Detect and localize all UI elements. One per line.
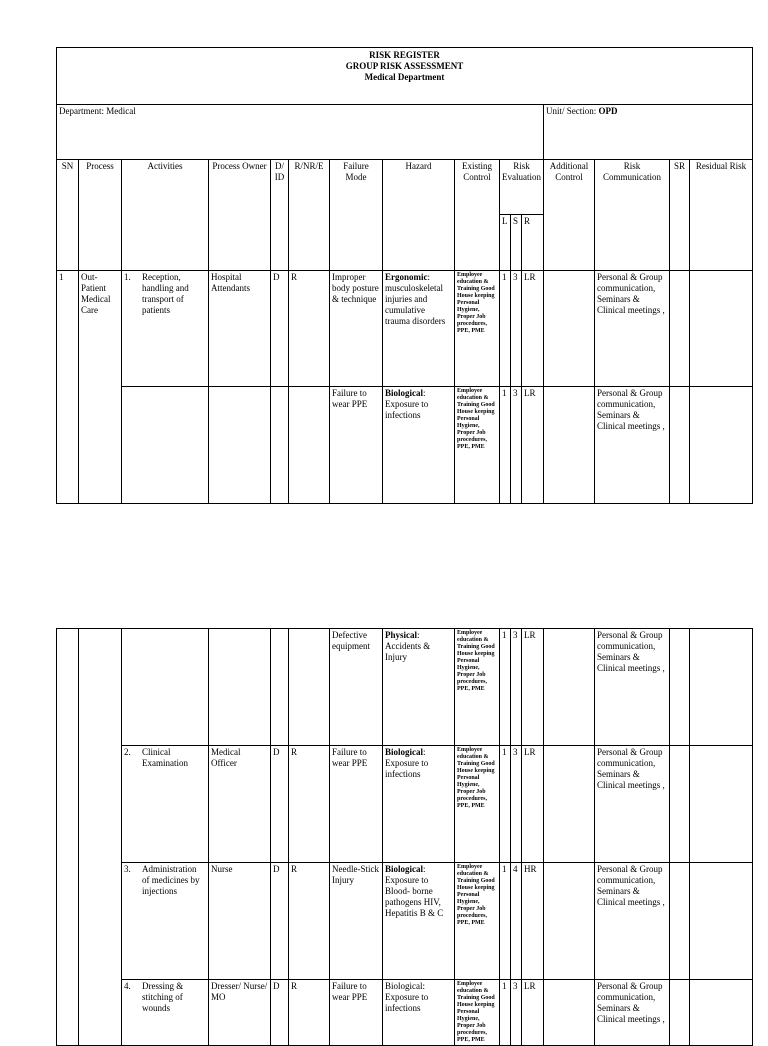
hazard-description: : Exposure to infections xyxy=(385,747,429,779)
title-group-risk-assessment: GROUP RISK ASSESSMENT xyxy=(345,61,464,71)
hazard-cell xyxy=(383,629,455,746)
activity-cell xyxy=(122,271,209,387)
table-row xyxy=(57,863,753,980)
header-residual-risk: Residual Risk xyxy=(690,160,753,271)
existing-control-cell: Employee education & Training Good House keeping Personal Hygiene, Proper Job procedures, PPE, PME xyxy=(455,629,500,746)
hazard-type: Ergonomic xyxy=(385,272,428,282)
activity-cell xyxy=(122,629,209,746)
header-sr: SR xyxy=(670,160,690,271)
additional-control-cell xyxy=(544,387,595,504)
sr-cell xyxy=(670,863,690,980)
header-activities: Activities xyxy=(122,160,209,271)
failure-mode-cell: Failure to wear PPE xyxy=(330,980,383,1046)
hazard-type: Biological xyxy=(385,747,423,757)
activity-number: 4. xyxy=(124,981,131,991)
hazard-type: Biological xyxy=(385,388,423,398)
hazard-cell xyxy=(383,980,455,1046)
l-cell: 1 xyxy=(500,629,511,746)
did-cell: D xyxy=(271,746,289,863)
title-block xyxy=(57,48,753,105)
r-cell: HR xyxy=(522,863,544,980)
additional-control-cell xyxy=(544,746,595,863)
hazard-description: Biological: Exposure to infections xyxy=(385,981,429,1013)
header-s: S xyxy=(511,215,522,271)
failure-mode-cell: Failure to wear PPE xyxy=(330,387,383,504)
risk-register-table-page1 xyxy=(56,47,753,504)
activity-cell xyxy=(122,863,209,980)
activity-cell xyxy=(122,387,209,504)
sn-cell xyxy=(57,629,79,1046)
hazard-description: : musculoskeletal injuries and cumulative trauma disorders xyxy=(385,272,446,326)
residual-risk-cell xyxy=(690,629,753,746)
activity-number: 2. xyxy=(124,747,131,757)
header-risk-evaluation: Risk Evaluation xyxy=(500,160,544,215)
existing-control-cell: Employee education & Training Good House keeping Personal Hygiene, Proper Job procedures, PPE, PME xyxy=(455,271,500,387)
title-medical-department: Medical Department xyxy=(364,72,445,82)
process-cell: Out-Patient Medical Care xyxy=(79,271,122,504)
hazard-cell xyxy=(383,746,455,863)
risk-communication-cell: Personal & Group communication, Seminars & Clinical meetings , xyxy=(595,980,670,1046)
header-existing-control: Existing Control xyxy=(455,160,500,271)
table-row xyxy=(57,271,753,387)
risk-communication-cell: Personal & Group communication, Seminars & Clinical meetings , xyxy=(595,746,670,863)
risk-register-table-page2 xyxy=(56,628,753,1046)
owner-cell: Hospital Attendants xyxy=(209,271,271,387)
sr-cell xyxy=(670,629,690,746)
hazard-cell xyxy=(383,387,455,504)
s-cell: 3 xyxy=(511,980,522,1046)
risk-communication-cell: Personal & Group communication, Seminars & Clinical meetings , xyxy=(595,271,670,387)
department-label: Department: Medical xyxy=(59,106,136,116)
residual-risk-cell xyxy=(690,863,753,980)
r-cell: LR xyxy=(522,629,544,746)
risk-communication-cell: Personal & Group communication, Seminars & Clinical meetings , xyxy=(595,387,670,504)
s-cell: 3 xyxy=(511,387,522,504)
header-risk-communication: Risk Communication xyxy=(595,160,670,271)
residual-risk-cell xyxy=(690,387,753,504)
sn-cell: 1 xyxy=(57,271,79,504)
additional-control-cell xyxy=(544,271,595,387)
r-cell: LR xyxy=(522,387,544,504)
hazard-type: Physical xyxy=(385,630,418,640)
rnre-cell xyxy=(289,629,330,746)
header-rnre: R/NR/E xyxy=(289,160,330,271)
activity-text: Reception, handling and transport of patients xyxy=(142,272,189,315)
did-cell: D xyxy=(271,271,289,387)
existing-control-cell: Employee education & Training Good House keeping Personal Hygiene, Proper Job procedures, PPE, PME xyxy=(455,980,500,1046)
failure-mode-cell: Needle-Stick Injury xyxy=(330,863,383,980)
rnre-cell xyxy=(289,387,330,504)
rnre-cell: R xyxy=(289,746,330,863)
activity-number: 1. xyxy=(124,272,131,282)
owner-cell: Medical Officer xyxy=(209,746,271,863)
activity-cell xyxy=(122,746,209,863)
l-cell: 1 xyxy=(500,387,511,504)
l-cell: 1 xyxy=(500,863,511,980)
unit-cell xyxy=(544,105,753,160)
table-row xyxy=(57,746,753,863)
header-failure-mode: Failure Mode xyxy=(330,160,383,271)
existing-control-cell: Employee education & Training Good House keeping Personal Hygiene, Proper Job procedures, PPE, PME xyxy=(455,746,500,863)
rnre-cell: R xyxy=(289,980,330,1046)
owner-cell: Dresser/ Nurse/ MO xyxy=(209,980,271,1046)
r-cell: LR xyxy=(522,980,544,1046)
existing-control-cell: Employee education & Training Good House keeping Personal Hygiene, Proper Job procedures, PPE, PME xyxy=(455,387,500,504)
table-row xyxy=(57,980,753,1046)
table-row xyxy=(57,387,753,504)
unit-label: Unit/ Section: xyxy=(546,106,599,116)
owner-cell: Nurse xyxy=(209,863,271,980)
did-cell xyxy=(271,387,289,504)
activity-cell xyxy=(122,980,209,1046)
did-cell: D xyxy=(271,863,289,980)
header-hazard: Hazard xyxy=(383,160,455,271)
failure-mode-cell: Defective equipment xyxy=(330,629,383,746)
header-process-owner: Process Owner xyxy=(209,160,271,271)
sr-cell xyxy=(670,271,690,387)
rnre-cell: R xyxy=(289,271,330,387)
sr-cell xyxy=(670,746,690,863)
activity-text: Administration of medicines by injections xyxy=(142,864,200,896)
residual-risk-cell xyxy=(690,980,753,1046)
rnre-cell: R xyxy=(289,863,330,980)
risk-communication-cell: Personal & Group communication, Seminars & Clinical meetings , xyxy=(595,863,670,980)
activity-number: 3. xyxy=(124,864,131,874)
owner-cell xyxy=(209,629,271,746)
hazard-type: Biological xyxy=(385,864,423,874)
residual-risk-cell xyxy=(690,746,753,863)
did-cell xyxy=(271,629,289,746)
r-cell: LR xyxy=(522,271,544,387)
failure-mode-cell: Improper body posture & technique xyxy=(330,271,383,387)
residual-risk-cell xyxy=(690,271,753,387)
header-sn: SN xyxy=(57,160,79,271)
additional-control-cell xyxy=(544,629,595,746)
failure-mode-cell: Failure to wear PPE xyxy=(330,746,383,863)
additional-control-cell xyxy=(544,863,595,980)
header-did: D/ ID xyxy=(271,160,289,271)
l-cell: 1 xyxy=(500,271,511,387)
hazard-description: : Exposure to Blood- borne pathogens HIV, Hepatitis B & C xyxy=(385,864,444,918)
s-cell: 3 xyxy=(511,629,522,746)
did-cell: D xyxy=(271,980,289,1046)
l-cell: 1 xyxy=(500,746,511,863)
hazard-description: : Accidents & Injury xyxy=(385,630,431,662)
table-row xyxy=(57,629,753,746)
s-cell: 3 xyxy=(511,271,522,387)
header-l: L xyxy=(500,215,511,271)
hazard-cell xyxy=(383,271,455,387)
activity-text: Dressing & stitching of wounds xyxy=(142,981,184,1013)
activity-text: Clinical Examination xyxy=(142,747,188,768)
process-cell xyxy=(79,629,122,1046)
hazard-description: : Exposure to infections xyxy=(385,388,429,420)
department-cell xyxy=(57,105,544,160)
hazard-cell xyxy=(383,863,455,980)
risk-communication-cell: Personal & Group communication, Seminars & Clinical meetings , xyxy=(595,629,670,746)
sr-cell xyxy=(670,387,690,504)
existing-control-cell: Employee education & Training Good House keeping Personal Hygiene, Proper Job procedures, PPE, PME xyxy=(455,863,500,980)
sr-cell xyxy=(670,980,690,1046)
header-additional-control: Additional Control xyxy=(544,160,595,271)
owner-cell xyxy=(209,387,271,504)
r-cell: LR xyxy=(522,746,544,863)
s-cell: 3 xyxy=(511,746,522,863)
unit-value: OPD xyxy=(598,106,618,116)
header-process: Process xyxy=(79,160,122,271)
title-risk-register: RISK REGISTER xyxy=(369,50,440,60)
s-cell: 4 xyxy=(511,863,522,980)
l-cell: 1 xyxy=(500,980,511,1046)
header-r: R xyxy=(522,215,544,271)
additional-control-cell xyxy=(544,980,595,1046)
